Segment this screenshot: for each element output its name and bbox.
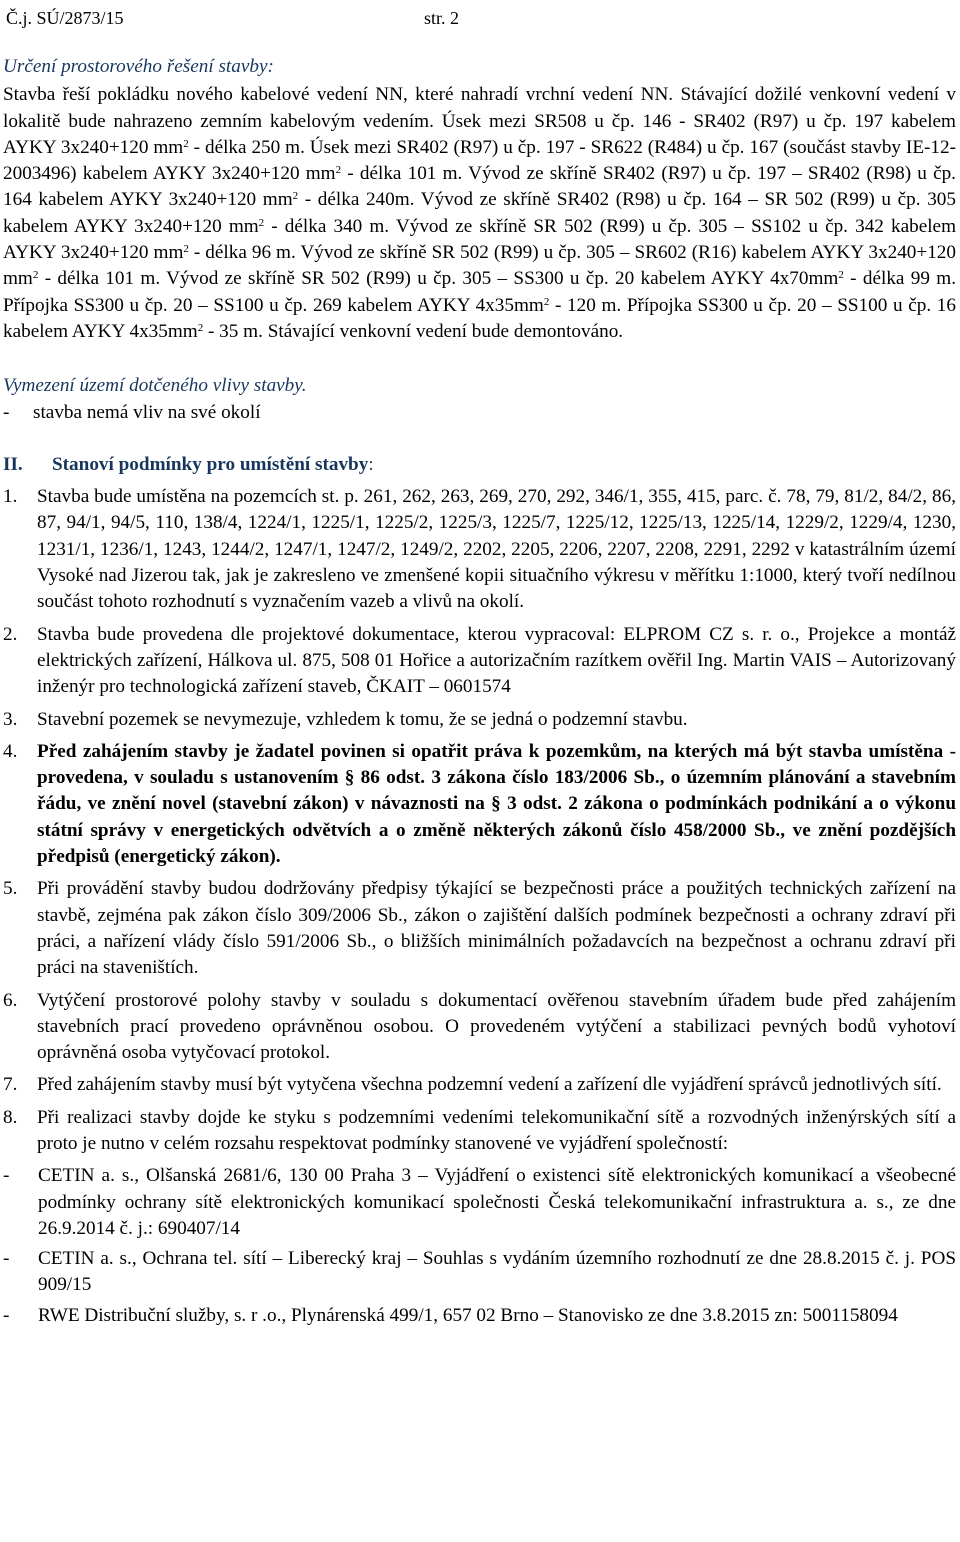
company-text: CETIN a. s., Olšanská 2681/6, 130 00 Praha 3 – Vyjádření o existenci sítě elektronických komunikací a všeobecné podmínky ochrany sítě elektronických komunikací společnosti Česká telekomunikační infrastruktura a. s., ze dne 26.9.2014 č. j.: 690407/14	[38, 1165, 956, 1239]
condition-text: Stavební pozemek se nevymezuje, vzhledem k tomu, že se jedná o podzemní stavbu.	[37, 708, 688, 730]
heading-prostorove-reseni: Určení prostorového řešení stavby:	[3, 56, 274, 77]
vymezeni-list-item	[3, 400, 956, 426]
condition-number: 7.	[3, 1074, 18, 1096]
list-dash: -	[3, 401, 10, 423]
section-heading-ii: II. Stanoví podmínky pro umístění stavby:	[3, 452, 956, 478]
company-item	[3, 1163, 956, 1242]
condition-item	[3, 876, 956, 981]
condition-text: Vytýčení prostorové polohy stavby v souladu s dokumentací ověřenou stavebním úřadem bude před zahájením stavebních prací provedeno oprávněnou osobou. O provedeném vytýčení a stabilizaci pevných bodů vyhotoví oprávněná osoba vytyčovací protokol.	[37, 989, 956, 1064]
condition-number: 5.	[3, 878, 18, 900]
condition-text: Před zahájením stavby je žadatel povinen si opatřit práva k pozemkům, na kterých má být stavba umístěna - provedena, v souladu s ustanovením § 86 odst. 3 zákona číslo 183/2006 Sb., o územním plánování a stavebním řádu, ve znění novel (stavební zákon) v návaznosti na § 3 odst. 2 zákona o podmínkách podnikání a o výkonu státní správy v energetických odvětvích a o změně některých zákonů číslo 458/2000 Sb., ve znění pozdějších předpisů (energetický zákon).	[37, 740, 956, 868]
condition-item	[3, 739, 956, 870]
conditions-list	[3, 484, 956, 1157]
company-text: CETIN a. s., Ochrana tel. sítí – Liberecký kraj – Souhlas s vydáním územního rozhodnutí ze dne 28.8.2015 č. j. POS 909/15	[38, 1248, 956, 1296]
page-header	[3, 0, 956, 40]
condition-item	[3, 1072, 956, 1098]
condition-text: Před zahájením stavby musí být vytyčena všechna podzemní vedení a zařízení dle vyjádření správců jednotlivých sítí.	[37, 1074, 942, 1096]
vymezeni-text: stavba nemá vliv na své okolí	[33, 401, 261, 423]
condition-number: 6.	[3, 989, 18, 1011]
company-item	[3, 1303, 956, 1329]
condition-number: 8.	[3, 1106, 18, 1128]
company-text: RWE Distribuční služby, s. r .o., Plynárenská 499/1, 657 02 Brno – Stanovisko ze dne 3.8.2015 zn: 5001158094	[38, 1304, 898, 1326]
company-item	[3, 1246, 956, 1299]
heading-vymezeni-uzemi: Vymezení území dotčeného vlivy stavby.	[3, 375, 307, 397]
list-dash: -	[3, 1304, 10, 1326]
condition-number: 4.	[3, 740, 18, 762]
condition-text: Při realizaci stavby dojde ke styku s podzemními vedeními telekomunikační sítě a rozvodných inženýrských sítí a proto je nutno v celém rozsahu respektovat podmínky stanovené ve vyjádření společností:	[37, 1106, 956, 1154]
condition-text: Stavba bude provedena dle projektové dokumentace, kterou vypracoval: ELPROM CZ s. r. o., Projekce a montáž elektrických zařízení, Hálkova ul. 875, 508 01 Hořice a autorizačním razítkem ověřil Ing. Martin VAIS – Autorizovaný inženýr pro technologická zařízení staveb, ČKAIT – 0601574	[37, 623, 956, 698]
list-dash: -	[3, 1165, 10, 1187]
companies-list	[3, 1163, 956, 1329]
page-number: str. 2	[424, 8, 460, 28]
condition-text: Stavba bude umístěna na pozemcích st. p. 261, 262, 263, 269, 270, 292, 346/1, 355, 415, parc. č. 78, 79, 81/2, 84/2, 86, 87, 94/1, 94/5, 110, 138/4, 1224/1, 1225/1, 1225/2, 1225/3, 1225/7, 1225/12, 1225/13, 1225/14, 1229/2, 1229/4, 1230, 1231/1, 1236/1, 1243, 1244/2, 1247/1, 1247/2, 1249/2, 2202, 2205, 2206, 2207, 2208, 2291, 2292 v katastrálním území Vysoké nad Jizerou tak, jak je zakresleno ve zmenšené kopii situačního výkresu v měřítku 1:1000, který tvoří nedílnou součást tohoto rozhodnutí s vyznačením vazeb a vlivů na okolí.	[37, 486, 956, 613]
section-number: II.	[3, 453, 23, 475]
condition-number: 2.	[3, 623, 18, 645]
condition-item	[3, 988, 956, 1067]
section-title: Stanoví podmínky pro umístění stavby	[52, 453, 369, 475]
reference-number: Č.j. SÚ/2873/15	[6, 8, 124, 28]
condition-item	[3, 707, 956, 733]
condition-text: Při provádění stavby budou dodržovány předpisy týkající se bezpečnosti práce a použitých technických zařízení na stavbě, zejména pak zákon číslo 309/2006 Sb., zákon o zajištění dalších podmínek bezpečnosti a ochrany zdraví při práci, a nařízení vlády číslo 591/2006 Sb., o bližších minimálních požadavcích na bezpečnost a ochranu zdraví při práci na staveništích.	[37, 878, 956, 979]
condition-item	[3, 484, 956, 615]
paragraph-prostorove-reseni: Stavba řeší pokládku nového kabelové vedení NN, které nahradí vrchní vedení NN. Stávající dožilé venkovní vedení v lokalitě bude nahrazeno zemním kabelovým vedením. Úsek mezi SR508 u čp. 146 - SR402 (R97) u čp. 197 kabelem AYKY 3x240+120 $mm^2$ - délka 250 m. Úsek mezi SR402 (R97) u čp. 197 - SR622 (R484) u čp. 167 (součást stavby IE-12-2003496) kabelem AYKY 3x240+120 $mm^2$ - délka 101 m. Vývod ze skříně SR402 (R97) u čp. 197 – SR402 (R98) u čp. 164 kabelem AYKY 3x240+120 $mm^2$ - délka 240m. Vývod ze skříně SR402 (R98) u čp. 164 – SR 502 (R99) u čp. 305 kabelem AYKY 3x240+120 $mm^2$ - délka 340 m. Vývod ze skříně SR 502 (R99) u čp. 305 – SS102 u čp. 342 kabelem AYKY 3x240+120 $mm^2$ - délka 96 m. Vývod ze skříně SR 502 (R99) u čp. 305 – SR602 (R16) kabelem AYKY 3x240+120 $mm^2$ - délka 101 m. Vývod ze skříně SR 502 (R99) u čp. 305 – SS300 u čp. 20 kabelem AYKY $4x70mm^2$ - délka 99 m. Přípojka SS300 u čp. 20 – SS100 u čp. 269 kabelem AYKY $4x35mm^2 - 120$ m. Přípojka SS300 u čp. 20 – SS100 u čp. 16 kabelem AYKY $4x35mm^2 - 35$ m. Stávající venkovní vedení bude demontováno.	[3, 84, 957, 342]
condition-number: 3.	[3, 708, 18, 730]
condition-number: 1.	[3, 486, 18, 508]
condition-item	[3, 622, 956, 701]
list-dash: -	[3, 1248, 10, 1270]
condition-item	[3, 1105, 956, 1158]
